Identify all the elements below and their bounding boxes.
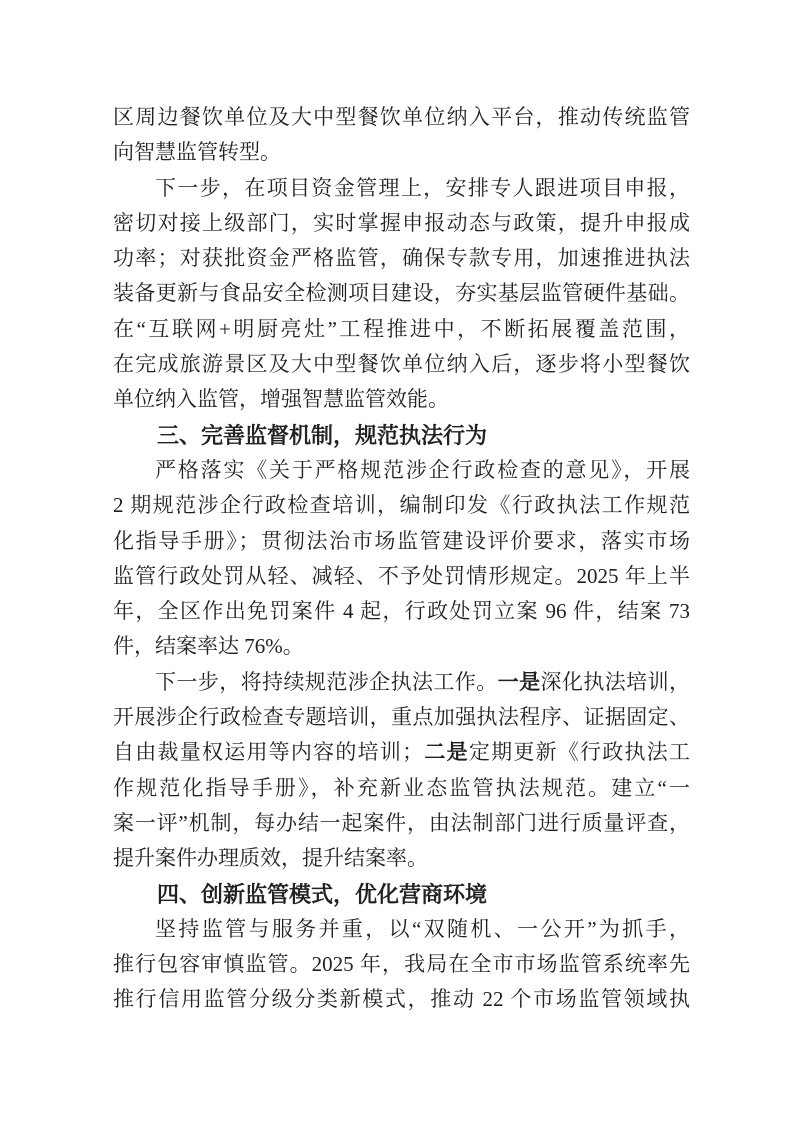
text-run: 区周边餐饮单位及大中型餐饮单位纳入平台，推动传统监管 [113,105,690,129]
text-run: 推行信用监管分级分类新模式，推动 22 个市场监管领域执 [113,987,690,1012]
text-run: 年，全区作出免罚案件 4 起，行政处罚立案 96 件，结案 73 [113,599,690,624]
text-run: 密切对接上级部门，实时掌握申报动态与政策，提升申报成 [113,210,690,235]
text-line [113,947,690,982]
text-line [113,276,690,311]
text-run: 开展涉企行政检查专题培训，重点加强执法程序、证据固定、 [113,705,690,730]
text-run: 深化执法培训， [540,669,691,694]
text-line [113,524,690,559]
text-run: 功率；对获批资金严格监管，确保专款专用，加速推进执法 [113,246,690,271]
text-line [113,841,690,876]
section-heading [113,877,690,912]
text-run: 在“互联网+明厨亮灶”工程推进中，不断拓展覆盖范围， [113,316,690,341]
text-run: 化指导手册》；贯彻法治市场监管建设评价要求，落实市场 [113,528,690,553]
text-line [113,135,690,170]
text-line [113,453,690,488]
text-line [113,594,690,629]
emphasis-run: 一是 [497,669,541,694]
text-run: 三、完善监督机制，规范执法行为 [157,422,488,448]
text-line [113,312,690,347]
text-line [113,488,690,523]
text-line [113,982,690,1017]
text-line [113,559,690,594]
text-run: 2 期规范涉企行政检查培训，编制印发《行政执法工作规范 [113,493,690,518]
text-run: 向智慧监管转型。 [113,140,281,165]
text-line [113,771,690,806]
text-line [113,241,690,276]
text-line [113,171,690,206]
text-run: 四、创新监管模式，优化营商环境 [157,881,488,907]
text-run: 案一评”机制，每办结一起案件，由法制部门进行质量评查， [113,810,690,835]
text-line [113,382,690,417]
text-line [113,665,690,700]
text-run: 严格落实《关于严格规范涉企行政检查的意见》，开展 [155,457,690,482]
text-run: 推行包容审慎监管。2025 年，我局在全市市场监管系统率先 [113,952,690,977]
text-run: 件，结案率达 76%。 [113,634,304,659]
text-line [113,347,690,382]
text-run: 提升案件办理质效，提升结案率。 [113,846,428,871]
text-line [113,629,690,664]
emphasis-run: 二是 [423,740,469,765]
text-line [113,735,690,770]
section-heading [113,418,690,453]
text-line [113,100,690,135]
document-content [113,100,690,1018]
text-run: 坚持监管与服务并重，以“双随机、一公开”为抓手， [155,916,690,941]
text-run: 在完成旅游景区及大中型餐饮单位纳入后，逐步将小型餐饮 [113,352,690,377]
text-run: 定期更新《行政执法工 [468,740,691,765]
text-line [113,700,690,735]
text-run: 单位纳入监管，增强智慧监管效能。 [113,387,449,412]
text-run: 自由裁量权运用等内容的培训； [113,740,424,765]
text-run: 监管行政处罚从轻、减轻、不予处罚情形规定。2025 年上半 [113,563,690,588]
text-run: 下一步，在项目资金管理上，安排专人跟进项目申报， [155,175,690,200]
text-run: 下一步，将持续规范涉企执法工作。 [155,669,498,694]
text-line [113,206,690,241]
text-line [113,912,690,947]
text-run: 装备更新与食品安全检测项目建设，夯实基层监管硬件基础。 [113,281,690,306]
text-run: 作规范化指导手册》，补充新业态监管执法规范。建立“一 [113,775,690,800]
text-line [113,806,690,841]
